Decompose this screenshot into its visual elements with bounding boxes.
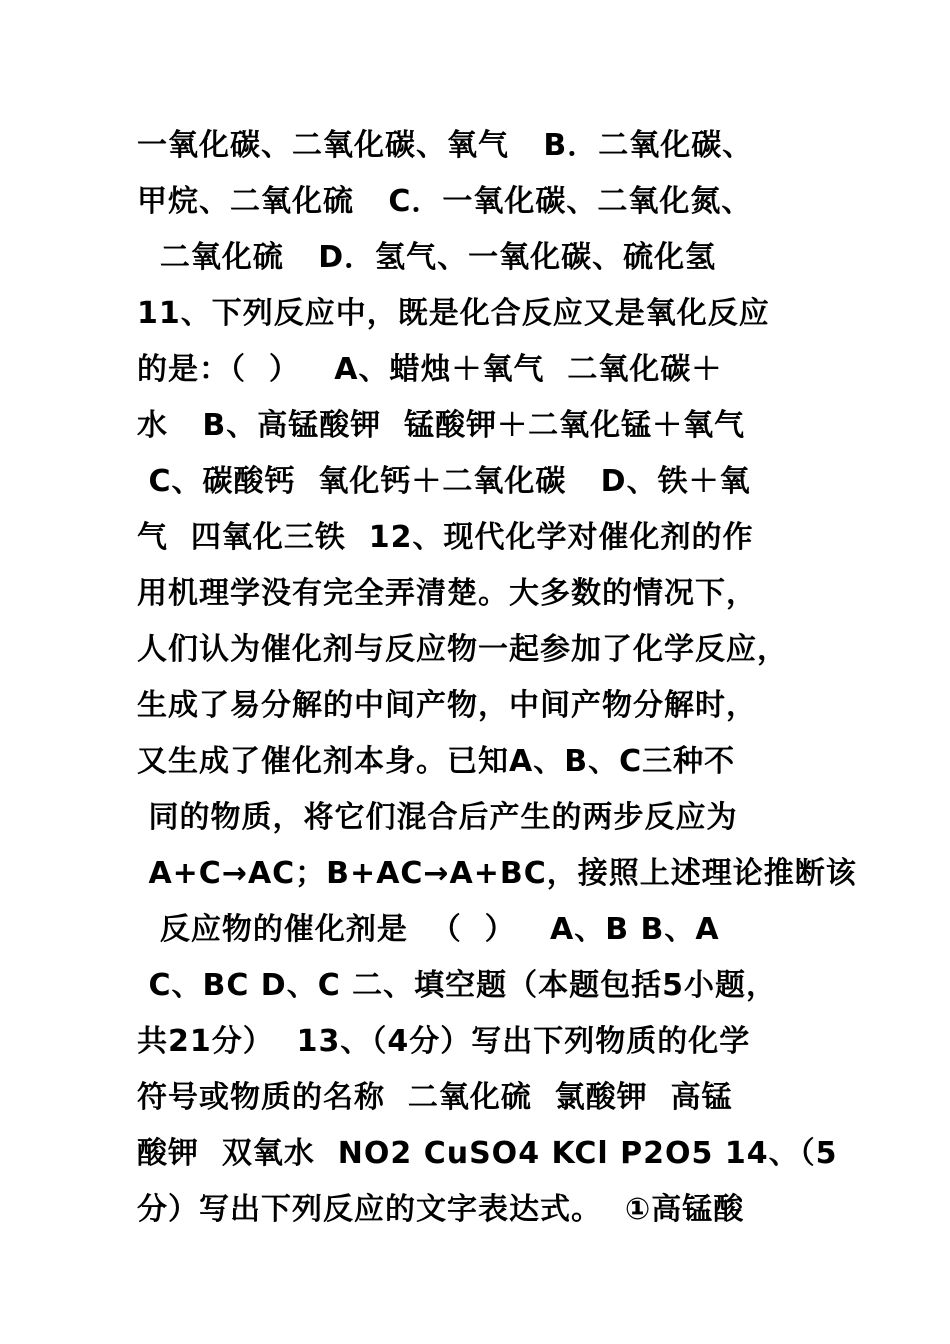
text-line: 气 四氧化三铁 12、现代化学对催化剂的作 (137, 520, 754, 555)
text-line: 一氧化碳、二氧化碳、氧气 B．二氧化碳、 (137, 128, 754, 163)
text-line: 同的物质，将它们混合后产生的两步反应为 (137, 800, 738, 835)
text-line: 人们认为催化剂与反应物一起参加了化学反应， (137, 632, 788, 667)
text-line: A+C→AC；B+AC→A+BC，接照上述理论推断该 (137, 856, 857, 891)
text-line: 共21分） 13、（4分）写出下列物质的化学 (137, 1024, 751, 1059)
text-line: 反应物的催化剂是 （ ） A、B B、A (137, 912, 720, 947)
document-text (137, 118, 857, 1238)
text-line: 又生成了催化剂本身。已知A、B、C三种不 (137, 744, 736, 779)
text-line: C、BC D、C 二、填空题（本题包括5小题， (137, 968, 778, 1003)
text-line: 分）写出下列反应的文字表达式。 ①高锰酸 (137, 1192, 745, 1227)
text-line: 生成了易分解的中间产物，中间产物分解时， (137, 688, 757, 723)
text-line: 甲烷、二氧化硫 C．一氧化碳、二氧化氮、 (137, 184, 753, 219)
text-line: 二氧化硫 D．氢气、一氧化碳、硫化氢 (137, 240, 717, 275)
text-line: C、碳酸钙 氧化钙＋二氧化碳 D、铁＋氧 (137, 464, 751, 499)
text-line: 酸钾 双氧水 NO2 CuSO4 KCl P2O5 14、（5 (137, 1136, 838, 1171)
text-line: 11、下列反应中，既是化合反应又是氧化反应 (137, 296, 770, 331)
text-line: 的是：（ ） A、蜡烛＋氧气 二氧化碳＋ (137, 352, 723, 387)
text-line: 用机理学没有完全弄清楚。大多数的情况下， (137, 576, 757, 611)
text-line: 符号或物质的名称 二氧化硫 氯酸钾 高锰 (137, 1080, 733, 1115)
text-line: 水 B、高锰酸钾 锰酸钾＋二氧化锰＋氧气 (137, 408, 746, 443)
